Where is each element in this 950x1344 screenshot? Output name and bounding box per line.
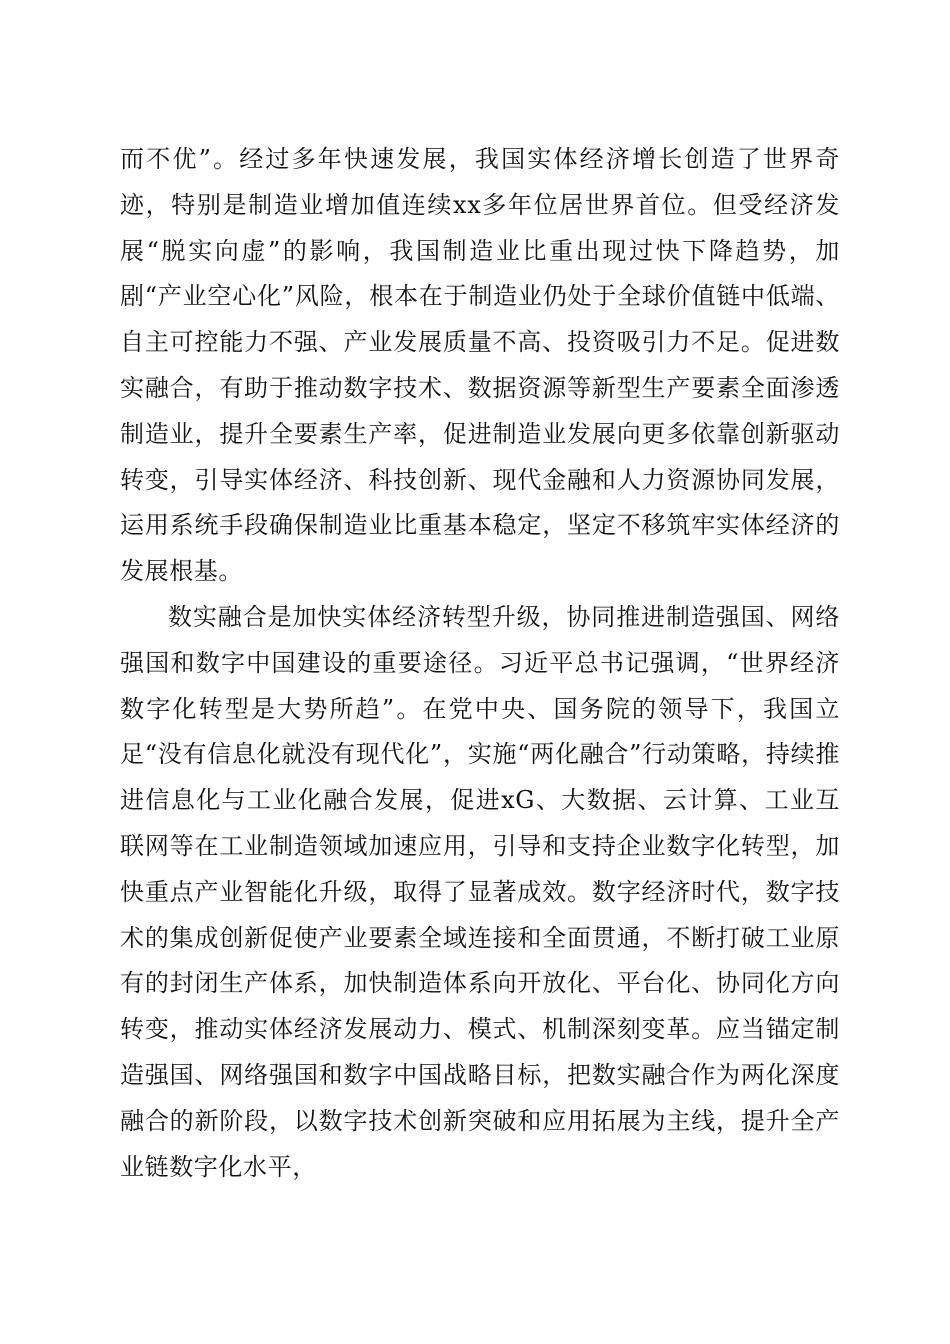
paragraph-continuation: 而不优”。经过多年快速发展，我国实体经济增长创造了世界奇迹，特别是制造业增加值连续xx多年位居世界首位。但受经济发展“脱实向虚”的影响，我国制造业比重出现过快下降趋势，加剧“产业空心化”风险，根本在于制造业仍处于全球价值链中低端、自主可控能力不强、产业发展质量不高、投资吸引力不足。促进数实融合，有助于推动数字技术、数据资源等新型生产要素全面渗透制造业，提升全要素生产率，促进制造业发展向更多依靠创新驱动转变，引导实体经济、科技创新、现代金融和人力资源协同发展，运用系统手段确保制造业比重基本稳定，坚定不移筑牢实体经济的发展根基。 bbox=[120, 145, 840, 586]
paragraph-digital-integration: 数实融合是加快实体经济转型升级，协同推进制造强国、网络强国和数字中国建设的重要途径。习近平总书记强调，“世界经济数字化转型是大势所趋”。在党中央、国务院的领导下，我国立足“没有信息化就没有现代化”，实施“两化融合”行动策略，持续推进信息化与工业化融合发展，促进xG、大数据、云计算、工业互联网等在工业制造领域加速应用，引导和支持企业数字化转型，加快重点产业智能化升级，取得了显著成效。数字经济时代，数字技术的集成创新促使产业要素全域连接和全面贯通，不断打破工业原有的封闭生产体系，加快制造体系向开放化、平台化、协同化方向转变，推动实体经济发展动力、模式、机制深刻变革。应当锚定制造强国、网络强国和数字中国战略目标，把数实融合作为两化深度融合的新阶段，以数字技术创新突破和应用拓展为主线，提升全产业链数字化水平， bbox=[120, 602, 840, 1181]
body-text bbox=[120, 137, 840, 1190]
